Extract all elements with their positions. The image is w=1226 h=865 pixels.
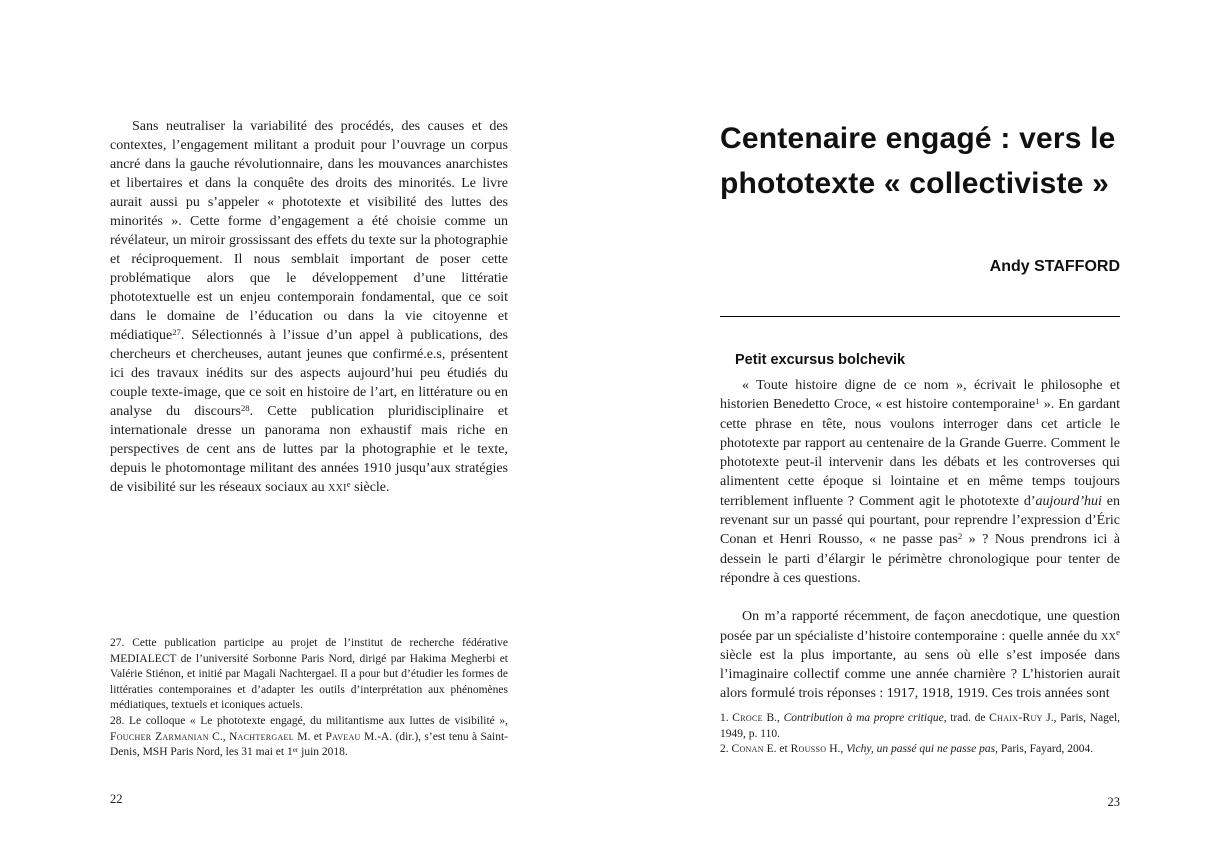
footnote-27: 27. Cette publication participe au projet de l’institut de recherche fédérative MEDIALECT de l’université Sorbonne Paris Nord, dirigé par Hakima Megherbi et Valérie Stiénon, et initié par Magali Nachtergael. Il a pour but d’étudier les formes de littératies contemporaines et d’adapter les outils d’interprétation aux phénomènes médiatiques, textuels et iconiques actuels. [110,637,508,712]
chapter-title [720,116,1140,206]
footnote-1: 1. Croce B., Contribution à ma propre critique, trad. de Chaix-Ruy J., Paris, Nagel, 1949, p. 110. [720,712,1121,740]
section-heading: Petit excursus bolchevik [735,352,906,368]
right-footnotes [720,711,1120,758]
footnote-2: 2. Conan E. et Rousso H., Vichy, un passé qui ne passe pas, Paris, Fayard, 2004. [720,743,1094,756]
page-number-left: 22 [110,792,123,806]
chapter-title-line1: Centenaire engagé : vers le [720,122,1116,155]
right-page-body [720,376,1120,704]
right-body-paragraph-1: « Toute histoire digne de ce nom », écrivait le philosophe et historien Benedetto Croce, « est histoire contemporaine$^1$ ». En gardant cette phrase en tête, nous voulons interroger dans cet article le phototexte par rapport au centenaire de la Grande Guerre. Comment le phototexte peut-il intervenir dans les débats et les controverses qui alimentent cette époque si lointaine et en même temps toujours terriblement influente ? Comment agit le phototexte d’aujourd’hui en revenant sur un passé qui pourtant, pour reprendre l’expression d’Éric Conan et Henri Rousso, « ne passe pas$^2$ » ? Nous prendrons ici à dessein le parti d’élargir le périmètre chronologique pour tenter de répondre à ces questions. [720,378,1121,586]
footnote-28: 28. Le colloque « Le phototexte engagé, du militantisme aux luttes de visibilité », Foucher Zarmanian C., Nachtergael M. et Paveau M.-A. (dir.), s’est tenu à Saint-Denis, MSH Paris Nord, les 31 mai et 1er juin 2018. [110,714,508,759]
title-rule [720,316,1120,317]
right-body-paragraph-2: On m’a rapporté récemment, de façon anecdotique, une question posée par un spécialiste d’histoire contemporaine : quelle année du $xx^e$ siècle est la plus importante, au sens où elle s’est imposée dans l’imaginaire collectif comme une année charnière ? L’historien aurait alors formulé trois réponses : 1917, 1918, 1919. Ces trois années sont [720,609,1120,702]
left-page-body [110,117,508,497]
chapter-author: Andy STAFFORD [989,258,1120,275]
left-footnotes [110,636,508,761]
left-body-paragraph: Sans neutraliser la variabilité des procédés, des causes et des contextes, l’engagement militant a produit pour l’ouvrage un corpus ancré dans la gauche révolutionnaire, dans les mouvances anarchistes et libertaires et dans la conquête des droits des minorités. Le livre aurait aussi pu s’appeler « phototexte et visibilité des luttes des minorités ». Cette forme d’engagement a été choisie comme un révélateur, un miroir grossissant des effets du texte sur la photographie et réciproquement. Il nous semblait important de poser cette problématique alors que le développement d’une littératie phototextuelle est un enjeu contemporain fondamental, que ce soit dans le domaine de l’éducation ou dans la vie citoyenne et médiatique$^{27}$. Sélectionnés à l’issue d’un appel à publications, des chercheurs et chercheuses, autant jeunes que confirmé.e.s, présentent ici des travaux inédits sur des aspects aujourd’hui peu étudiés du couple texte-image, que ce soit en histoire de l’art, en littérature ou en analyse du discours$^{28}$. Cette publication pluridisciplinaire et internationale dresse un panorama non exhaustif mais riche en perspectives de cent ans de luttes par la photographie et le texte, depuis le photomontage militant des années 1910 jusqu’aux stratégies de visibilité sur les réseaux sociaux au xxi$^e$ siècle. [110,119,508,495]
chapter-title-line2: phototexte « collectiviste » [720,167,1110,200]
page-number-right: 23 [1107,795,1120,809]
